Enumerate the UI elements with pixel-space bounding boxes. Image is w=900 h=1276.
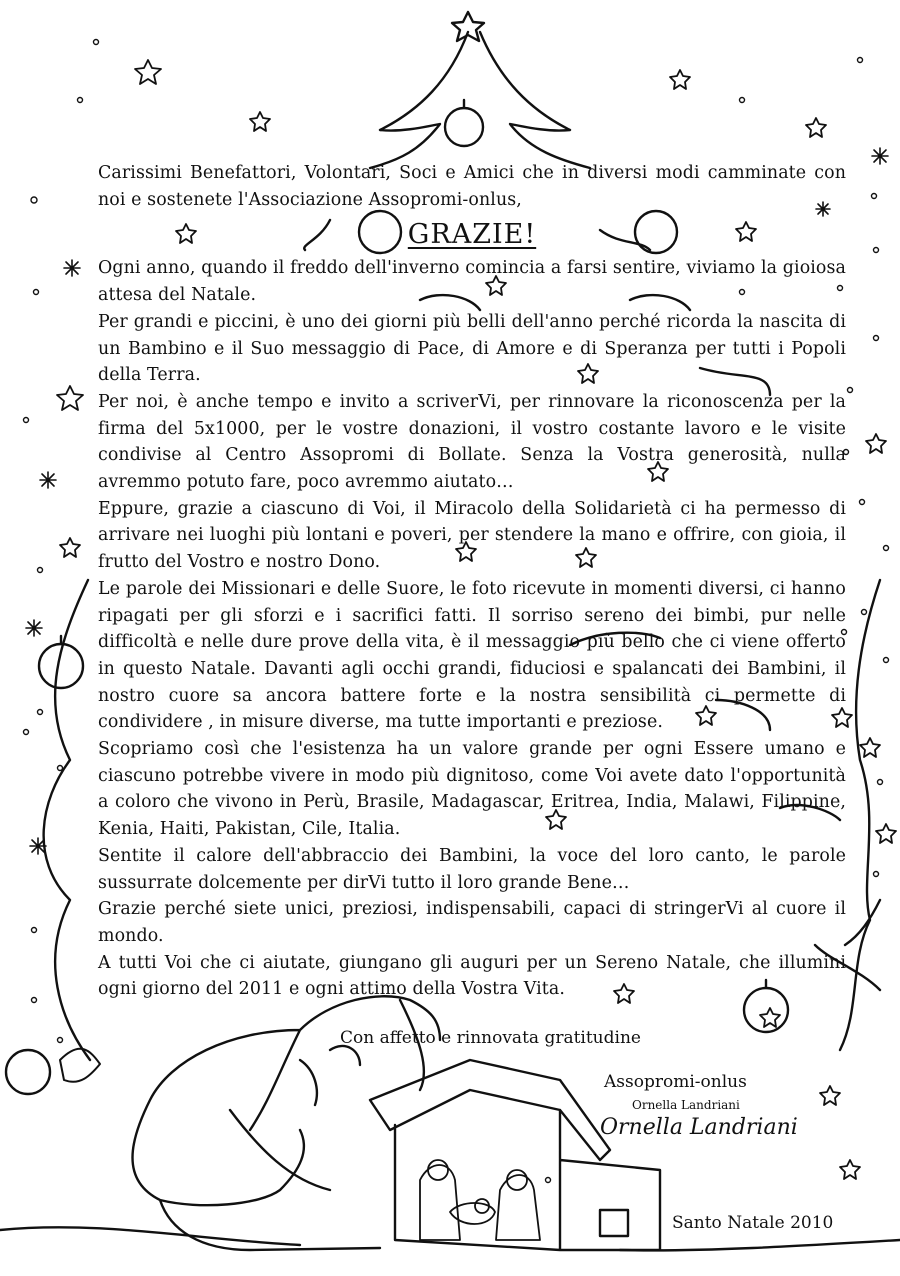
paragraph: Grazie perché siete unici, preziosi, indispensabili, capaci di stringerVi al cuore il mondo. [98, 899, 846, 946]
paragraph: Per grandi e piccini, è uno dei giorni più belli dell'anno perché ricorda la nascita di un Bambino e il Suo messaggio di Pace, di Amore e di Speranza per tutti i Popoli della Terra. [98, 311, 846, 386]
paragraph: Eppure, grazie a ciascuno di Voi, il Miracolo della Solidarietà ci ha permesso di arrivare nei luoghi più lontani e poveri, per stendere la mano e offrire, con gioia, il frutto del Vostro e nostro Dono. [98, 498, 846, 573]
closing-line: Con affetto e rinnovata gratitudine [340, 1028, 641, 1048]
salutation: Carissimi Benefattori, Volontari, Soci e Amici che in diversi modi camminate con noi e sostenete l'Associazione Assopromi-onlus, [98, 163, 846, 210]
paragraph: Sentite il calore dell'abbraccio dei Bambini, la voce del loro canto, le parole sussurrate dolcemente per dirVi tutto il loro grande Bene… [98, 845, 846, 893]
paragraph: Le parole dei Missionari e delle Suore, le foto ricevute in momenti diversi, ci hanno ripagati per gli sforzi e i sacrifici fatti. Il sorriso sereno dei bimbi, pur nelle difficoltà e nelle dure prove della vita, è il messaggio più bello che ci viene offerto in questo Natale. Davanti agli occhi grandi, fiduciosi e spalancati dei Bambini, il nostro cuore sa ancora battere forte e la nostra sensibilità ci permette di condividere , in misure diverse, ma tutte importanti e preziose. [98, 578, 846, 733]
holly-leaf-icon [60, 1049, 100, 1082]
letter-body [98, 160, 846, 1003]
star-icon [452, 12, 484, 41]
date-line: Santo Natale 2010 [672, 1213, 834, 1233]
christmas-tree-outline-icon [370, 32, 590, 168]
ornament-ball-icon [445, 108, 483, 146]
paragraph: Ogni anno, quando il freddo dell'inverno comincia a farsi sentire, viviamo la gioiosa attesa del Natale. [98, 258, 846, 306]
organization-name: Assopromi-onlus [604, 1072, 747, 1092]
signer-name: Ornella Landriani [632, 1098, 740, 1112]
letter-title: GRAZIE! [407, 219, 537, 251]
paragraph: Per noi, è anche tempo e invito a scriverVi, per rinnovare la riconoscenza per la firma del 5x1000, per le vostre donazioni, il vostro costante lavoro e le visite condivise al Centro Assopromi di Bollate. Senza la Vostra generosità, nulla avremmo potuto fare, poco avremmo aiutato… [98, 391, 846, 493]
paragraph: Scopriamo così che l'esistenza ha un valore grande per ogni Essere umano e ciascuno potrebbe vivere in modo più dignitoso, come Voi avete dato l'opportunità a coloro che vivono in Perù, Brasile, Madagascar, Eritrea, India, Malawi, Filippine, Kenia, Haiti, Pakistan, Cile, Italia. [98, 739, 846, 840]
signature: Ornella Landriani [600, 1115, 798, 1140]
paragraph: A tutti Voi che ci aiutate, giungano gli auguri per un Sereno Natale, che illumini ogni giorno del 2011 e ogni attimo della Vostra Vita. [98, 952, 846, 1000]
